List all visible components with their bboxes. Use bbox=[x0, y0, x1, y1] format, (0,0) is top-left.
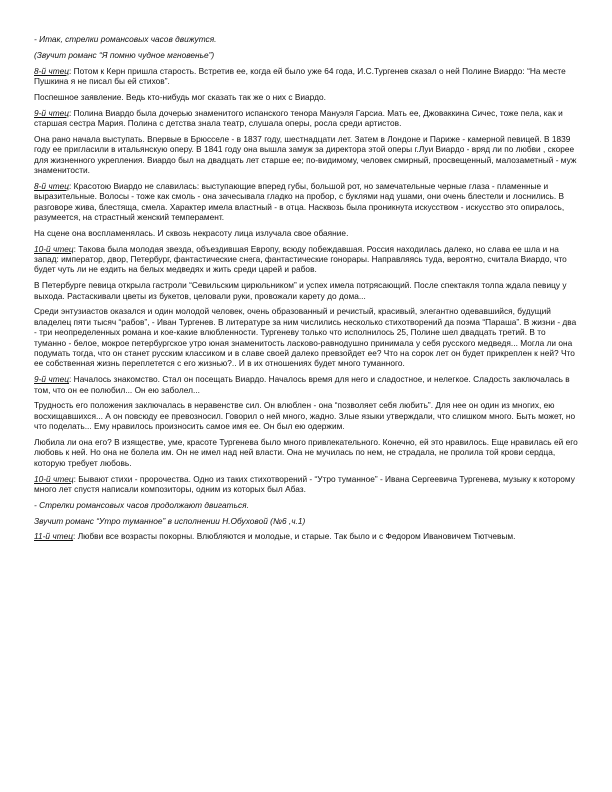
speaker-label: 10-й чтец bbox=[34, 243, 74, 254]
paragraph-text: : Любви все возрасты покорны. Влюбляются и молодые, и старые. Так было и с Федором Ивановичем Тютчевым. bbox=[73, 531, 516, 542]
paragraph-text: Трудность его положения заключалась в неравенстве сил. Он влюблен - она “позволяет себя любить”. Для нее он один из многих, ею восхищавшихся... А он повсюду ее превозносил. Говорил о ней много, жадно. Злые языки утверждали, что слишком много. Быть может, но что поделать... Ему нравилось произносить самое имя ее. Он был ею одержим. bbox=[34, 400, 576, 432]
paragraph-text: В Петербурге певица открыла гастроли “Севильским цирюльником” и успех имела потрясающий. После спектакля толпа ждала певицу у выхода. Растаскивали цветы из букетов, целовали руки, провожали карету до дома... bbox=[34, 280, 567, 301]
paragraph-text: (Звучит романс “Я помню чудное мгновенье”) bbox=[34, 49, 215, 60]
speaker-paragraph bbox=[34, 181, 579, 223]
stage-direction bbox=[34, 516, 579, 526]
speaker-label: 10-й чтец bbox=[34, 473, 74, 484]
speaker-label: 9-й чтец bbox=[34, 107, 70, 118]
paragraph-text: Поспешное заявление. Ведь кто-нибудь мог сказать так же о них с Виардо. bbox=[34, 91, 326, 102]
paragraph bbox=[34, 306, 579, 368]
paragraph-text: : Красотою Виардо не славилась: выступающие вперед губы, большой рот, но замечательные черные глаза - пламенные и выразительные. Волосы - тоже как смоль - она зачесывала гладко на пробор, с буклями над ушами, они очень блестели и лоснились. В разговоре жива, блестяща, смела. Характер имела властный - в отца. Насквозь была проникнута искусством - искусство это опиралось, разумеется, на страстный женский темперамент. bbox=[34, 180, 565, 223]
speaker-paragraph bbox=[34, 108, 579, 129]
paragraph-text: Среди энтузиастов оказался и один молодой человек, очень образованный и речистый, красивый, элегантно одевавшийся, будущий владелец пяти тысяч “рабов”, - Иван Тургенев. В литературе за ним числились несколько стихотворений да поэма “Параша”. В жизни - два - три неопределенных романа и кое-какие влюбленности. Тургеневу только что исполнилось 25, Полине шел двадцать третий. В то туманно - белое, мокрое петербургское утро юная знаменитость ласково-равнодушно принимала у себя русского медведя... Могла ли она подумать тогда, что он станет русским классиком и в славе своей далеко превзойдет ее? Что на сорок лет он будет прикреплен к ней? Что ее собственная жизнь переплетется с его жизнью?.. И в их отношениях будет много туманного. bbox=[34, 306, 577, 369]
speaker-label: 8-й чтец bbox=[34, 65, 70, 76]
paragraph-text: Любила ли она его? В изяществе, уме, красоте Тургенева было много привлекательного. Конечно, ей это нравилось. Еще нравилась ей его любовь к ней. Но она не болела им. Он не имел над ней власти. Она не мучилась по нем, не страдала, не пролила той крови сердца, которую требует любовь. bbox=[34, 437, 578, 468]
paragraph-text: Она рано начала выступать. Впервые в Брюсселе - в 1837 году, шестнадцати лет. Затем в Лондоне и Париже - камерной певицей. В 1839 году ее пригласили в итальянскую оперу. В 1841 году она вышла замуж за директора этой оперы г.Луи Виардо - вряд ли по любви , скорее для жизненного укрепления. Виардо был на двадцать лет старше ее; по-видимому, человек смирный, просвещенный, малозаметный - муж знаменитости. bbox=[34, 133, 577, 176]
speaker-paragraph bbox=[34, 531, 579, 541]
paragraph bbox=[34, 437, 579, 468]
paragraph-text: : Потом к Керн пришла старость. Встретив ее, когда ей было уже 64 года, И.С.Тургенев сказал о ней Полине Виардо: “На месте Пушкина я не писал бы ей стихов”. bbox=[34, 65, 566, 86]
speaker-label: 11-й чтец bbox=[34, 531, 74, 542]
paragraph bbox=[34, 92, 579, 102]
paragraph-text: : Началось знакомство. Стал он посещать Виардо. Началось время для него и сладостное, и нелегкое. Сладость заключалась в том, что он ее полюбил... Он ею заболел... bbox=[34, 374, 570, 395]
paragraph bbox=[34, 400, 579, 431]
paragraph-text: : Бывают стихи - пророчества. Одно из таких стихотворений - “Утро туманное” - Ивана Сергеевича Тургенева, музыку к которому много лет спустя написали композиторы, одним из которых был Абаз. bbox=[34, 473, 575, 495]
speaker-paragraph bbox=[34, 66, 579, 87]
paragraph bbox=[34, 134, 579, 176]
speaker-label: 9-й чтец bbox=[34, 374, 70, 385]
paragraph-text: : Полина Виардо была дочерью знаменитого испанского тенора Мануэля Гарсиа. Мать ее, Джоваккина Сичес, тоже пела, как и старшая сестра Мария. Полина с детства знала театр, слушала оперы, росла среди артистов. bbox=[34, 107, 563, 128]
speaker-paragraph bbox=[34, 474, 579, 495]
paragraph bbox=[34, 228, 579, 238]
paragraph-text: : Такова была молодая звезда, объездившая Европу, всюду побеждавшая. Россия находилась далеко, но слава ее шла и на запад: император, двор, Петербург, фантастические снега, фантастические гонорары. Направляясь туда, вероятно, считала Виардо, что будет чуть ли не ездить на белых медведях и жить среди царей и рабов. bbox=[34, 243, 567, 275]
paragraph-text: Звучит романс “Утро туманное” в исполнении Н.Обуховой (№6 ,ч.1) bbox=[34, 515, 306, 526]
paragraph-text: - Итак, стрелки романсовых часов движутся. bbox=[34, 34, 217, 44]
speaker-paragraph bbox=[34, 244, 579, 275]
speaker-label: 8-й чтец bbox=[34, 180, 70, 191]
stage-direction bbox=[34, 50, 579, 60]
speaker-paragraph bbox=[34, 374, 579, 395]
paragraph bbox=[34, 280, 579, 301]
paragraph-text: На сцене она воспламенялась. И сквозь некрасоту лица излучала свое обаяние. bbox=[34, 227, 349, 238]
stage-direction bbox=[34, 34, 579, 44]
paragraph-text: - Стрелки романсовых часов продолжают двигаться. bbox=[34, 499, 249, 510]
stage-direction bbox=[34, 500, 579, 510]
document-page bbox=[34, 34, 579, 547]
